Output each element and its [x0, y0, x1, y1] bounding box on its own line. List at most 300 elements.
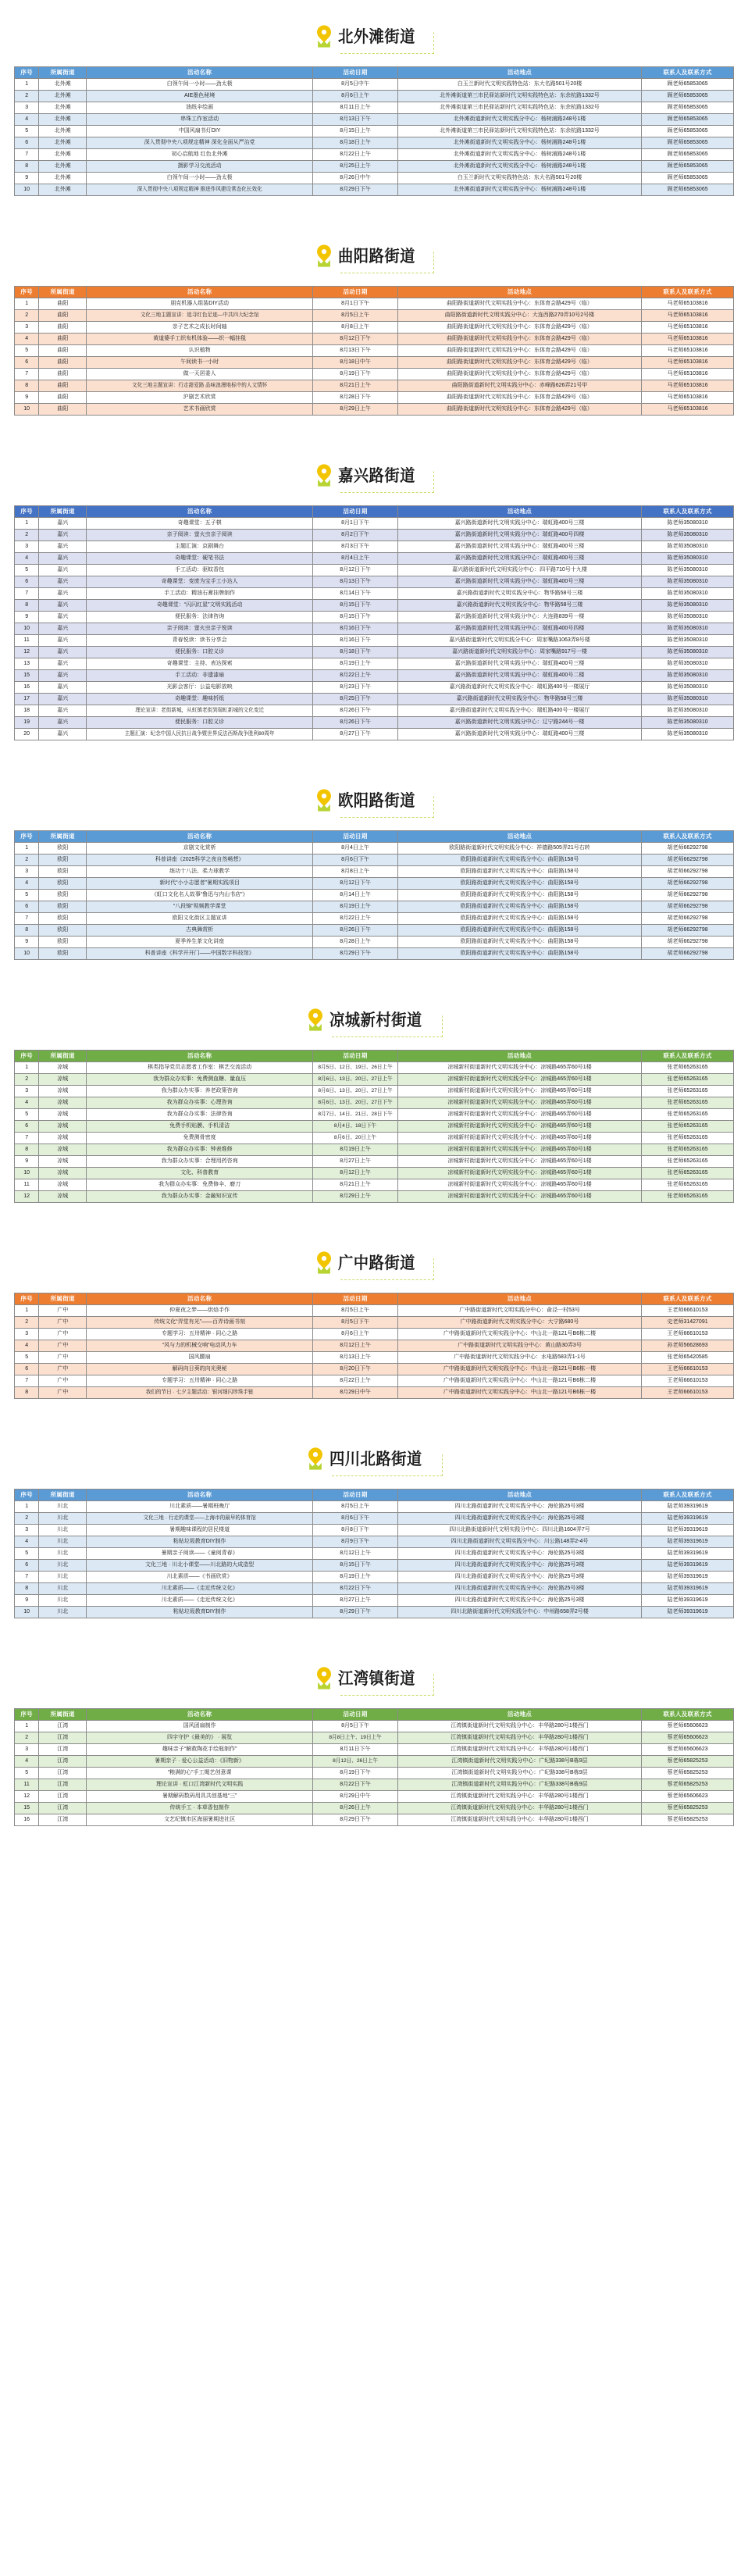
row-activity-name: 仲夏夜之梦——烘焙手作	[87, 1305, 313, 1317]
row-street: 江湾	[39, 1791, 87, 1803]
row-activity-date: 8月29日下午	[313, 1814, 398, 1826]
column-header: 活动地点	[397, 1490, 641, 1501]
row-index: 3	[15, 1329, 39, 1340]
row-activity-name: 深入贯彻中央八项规定精神 推进作风建设常态化长效化	[87, 184, 313, 196]
row-activity-date: 8月22日上午	[313, 1375, 398, 1387]
row-index: 3	[15, 1086, 39, 1097]
row-activity-place: 广中路街道新时代文明实践分中心：俞泾一村53号	[397, 1305, 641, 1317]
row-activity-name: 文化三地主题宣讲：行走甜爱路 品味浪漫地标中的人文情怀	[87, 380, 313, 392]
row-activity-name: 我为群众办实事：法律咨询	[87, 1109, 313, 1121]
row-contact: 王老师66610153	[642, 1329, 734, 1340]
row-activity-place: 欧阳路街道新时代文明实践分中心：曲阳路158号	[397, 925, 641, 937]
row-activity-date: 8月5日上午	[313, 310, 398, 322]
row-contact: 史老师31427091	[642, 1317, 734, 1329]
column-header: 所属街道	[39, 287, 87, 298]
row-activity-place: 凉城新村街道新时代文明实践分中心：凉城路465弄60号1楼	[397, 1133, 641, 1144]
row-activity-place: 嘉兴路街道新时代文明实践分中心：瑞虹路400号三楼	[397, 541, 641, 553]
table-row	[15, 623, 734, 635]
row-activity-date: 8月27日上午	[313, 1156, 398, 1168]
row-activity-name: 新时代“小小志愿者”暑期实践项目	[87, 878, 313, 890]
street-section	[0, 439, 748, 764]
row-activity-place: 凉城新村街道新时代文明实践分中心：凉城路465弄60号1楼	[397, 1168, 641, 1179]
row-street: 嘉兴	[39, 588, 87, 600]
row-street: 嘉兴	[39, 565, 87, 576]
row-activity-name: 《虹口文化名人故事“鲁迅与内山书店”》	[87, 890, 313, 901]
table-row	[15, 670, 734, 682]
row-activity-place: 北外滩街道新时代文明实践分中心：杨树浦路248号1楼	[397, 137, 641, 149]
row-street: 凉城	[39, 1074, 87, 1086]
row-street: 江湾	[39, 1803, 87, 1814]
row-activity-place: 凉城新村街道新时代文明实践分中心：凉城路465弄60号1楼	[397, 1097, 641, 1109]
row-index: 7	[15, 913, 39, 925]
row-activity-date: 8月22日上午	[313, 913, 398, 925]
activity-table	[14, 505, 734, 740]
row-contact: 胡老师66292798	[642, 878, 734, 890]
row-contact: 陆老师39319619	[642, 1513, 734, 1525]
map-pin-icon	[315, 1667, 333, 1690]
row-activity-date: 8月4日上午	[313, 553, 398, 565]
row-activity-date: 8月29日中午	[313, 1387, 398, 1399]
table-row	[15, 1814, 734, 1826]
section-header-inner	[314, 1250, 435, 1280]
row-index: 9	[15, 1156, 39, 1168]
column-header: 序号	[15, 287, 39, 298]
row-contact: 王老师66610153	[642, 1364, 734, 1375]
row-activity-date: 8月1日下午	[313, 518, 398, 530]
row-contact: 张老师65263165	[642, 1179, 734, 1191]
row-activity-date: 8月22日上午	[313, 670, 398, 682]
column-header: 活动名称	[87, 1051, 313, 1062]
table-row	[15, 565, 734, 576]
row-index: 3	[15, 1744, 39, 1756]
row-activity-name: 川北素质——《走近传统文化》	[87, 1595, 313, 1607]
row-activity-name: 我为群众办实事：免费测血糖、量血压	[87, 1074, 313, 1086]
row-street: 凉城	[39, 1168, 87, 1179]
row-street: 北外滩	[39, 114, 87, 126]
table-row	[15, 694, 734, 705]
section-spacer	[0, 1618, 748, 1642]
column-header: 活动日期	[313, 67, 398, 79]
map-pin-icon	[315, 789, 333, 812]
column-header: 联系人及联系方式	[642, 831, 734, 843]
row-contact: 陈老师35080310	[642, 565, 734, 576]
row-street: 广中	[39, 1305, 87, 1317]
row-contact: 蔡老师65606623	[642, 1791, 734, 1803]
table-row	[15, 553, 734, 565]
row-index: 11	[15, 635, 39, 647]
row-activity-date: 8月13日下午	[313, 114, 398, 126]
row-activity-date: 8月3日下午	[313, 541, 398, 553]
row-activity-date: 8月6日、20日上午	[313, 1133, 398, 1144]
row-activity-place: 江湾镇街道新时代文明实践分中心：丰华路280号1楼西门	[397, 1732, 641, 1744]
row-index: 12	[15, 1791, 39, 1803]
table-row	[15, 126, 734, 137]
row-index: 10	[15, 1168, 39, 1179]
row-activity-date: 8月9日下午	[313, 1536, 398, 1548]
row-index: 2	[15, 1317, 39, 1329]
row-index: 8	[15, 380, 39, 392]
row-activity-place: 凉城新村街道新时代文明实践分中心：凉城路465弄60号1楼	[397, 1086, 641, 1097]
row-activity-name: 奇趣课堂：五子棋	[87, 518, 313, 530]
row-activity-name: 我们的节日 · 七夕主题活动：银河细闪珍珠手链	[87, 1387, 313, 1399]
row-activity-name: 暑期解码数码用具共创基地“三”	[87, 1791, 313, 1803]
section-spacer	[0, 416, 748, 439]
section-spacer	[0, 740, 748, 764]
section-header	[0, 439, 748, 505]
row-activity-name: 手工活动：非遗漆扇	[87, 670, 313, 682]
table-row	[15, 1305, 734, 1317]
row-activity-name: 主题汇演：京剧舞台	[87, 541, 313, 553]
row-street: 嘉兴	[39, 694, 87, 705]
row-activity-date: 8月4日上午	[313, 843, 398, 855]
row-activity-place: 曲阳路街道新时代文明实践分中心：大连西路270弄10号2号楼	[397, 310, 641, 322]
table-row	[15, 1536, 734, 1548]
row-activity-date: 8月22日下午	[313, 1779, 398, 1791]
row-street: 嘉兴	[39, 530, 87, 541]
row-activity-name: 艺术书画欣赏	[87, 404, 313, 416]
row-activity-place: 北外滩街道新时代文明实践分中心：杨树浦路248号1楼	[397, 184, 641, 196]
row-index: 7	[15, 1375, 39, 1387]
row-activity-place: 四川北路街道新时代文明实践分中心：海伦路25号3楼	[397, 1501, 641, 1513]
table-row	[15, 1156, 734, 1168]
row-activity-place: 北外滩街道新时代文明实践分中心：杨树浦路248号1楼	[397, 161, 641, 173]
column-header: 序号	[15, 1709, 39, 1721]
section-title: 北外滩街道	[337, 27, 415, 46]
map-pin-icon	[307, 1008, 324, 1032]
row-contact: 顾老师65853065	[642, 149, 734, 161]
row-contact: 陈老师35080310	[642, 518, 734, 530]
row-index: 8	[15, 161, 39, 173]
row-street: 川北	[39, 1525, 87, 1536]
table-row	[15, 1109, 734, 1121]
row-activity-date: 8月6日、13日、20日、27日上午	[313, 1074, 398, 1086]
row-street: 欧阳	[39, 937, 87, 948]
column-header: 活动日期	[313, 831, 398, 843]
row-activity-name: 我为群众办实事：免费修伞、磨刀	[87, 1179, 313, 1191]
row-street: 江湾	[39, 1732, 87, 1744]
column-header: 联系人及联系方式	[642, 1293, 734, 1305]
section-title: 欧阳路街道	[337, 791, 415, 810]
activity-table	[14, 66, 734, 196]
row-activity-date: 8月16日下午	[313, 635, 398, 647]
row-contact: 胡老师66292798	[642, 925, 734, 937]
row-activity-name: 初心启航地 红色北外滩	[87, 149, 313, 161]
row-index: 1	[15, 1501, 39, 1513]
row-activity-place: 江湾镇街道新时代文明实践分中心：丰华路280号1楼西门	[397, 1814, 641, 1826]
column-header: 活动名称	[87, 287, 313, 298]
table-row	[15, 1168, 734, 1179]
row-activity-name: 油纸伞绘画	[87, 102, 313, 114]
row-contact: 陈老师35080310	[642, 541, 734, 553]
row-index: 5	[15, 1768, 39, 1779]
map-pin-icon	[315, 1251, 333, 1275]
column-header: 联系人及联系方式	[642, 506, 734, 518]
row-activity-place: 江湾镇街道新时代文明实践分中心：广纪路338号B栋9层	[397, 1779, 641, 1791]
row-index: 10	[15, 184, 39, 196]
row-index: 11	[15, 1179, 39, 1191]
row-activity-date: 8月14日下午	[313, 588, 398, 600]
row-activity-date: 8月2日下午	[313, 530, 398, 541]
section-header-inner	[314, 787, 435, 818]
row-activity-date: 8月27日上午	[313, 1595, 398, 1607]
column-header: 所属街道	[39, 1490, 87, 1501]
row-street: 川北	[39, 1595, 87, 1607]
row-activity-date: 8月29日上午	[313, 1191, 398, 1203]
table-row	[15, 345, 734, 357]
row-activity-date: 8月18日中午	[313, 357, 398, 369]
row-activity-name: 古典舞赏析	[87, 925, 313, 937]
row-activity-place: 欧阳路街道新时代文明实践分中心：曲阳路158号	[397, 948, 641, 960]
table-row	[15, 1387, 734, 1399]
row-contact: 马老师65103816	[642, 392, 734, 404]
table-row	[15, 1721, 734, 1732]
row-activity-name: 练功十八法、柔力球教学	[87, 866, 313, 878]
row-street: 凉城	[39, 1144, 87, 1156]
row-contact: 顾老师65853065	[642, 173, 734, 184]
table-header-row	[15, 67, 734, 79]
row-activity-name: 免费手机贴膜、手机清洁	[87, 1121, 313, 1133]
column-header: 序号	[15, 1293, 39, 1305]
row-activity-place: 曲阳路街道新时代文明实践分中心：东体育会路429号（临）	[397, 357, 641, 369]
row-index: 4	[15, 1097, 39, 1109]
activity-table	[14, 1489, 734, 1618]
row-activity-place: 欧阳路街道新时代文明实践分中心：曲阳路158号	[397, 878, 641, 890]
row-activity-name: 我为群众办实事：金融知识宣传	[87, 1191, 313, 1203]
row-activity-date: 8月26日上午	[313, 1803, 398, 1814]
table-row	[15, 1121, 734, 1133]
section-spacer	[0, 1399, 748, 1422]
row-street: 凉城	[39, 1156, 87, 1168]
row-index: 18	[15, 705, 39, 717]
column-header: 联系人及联系方式	[642, 67, 734, 79]
row-street: 凉城	[39, 1086, 87, 1097]
table-row	[15, 1744, 734, 1756]
row-contact: 陆老师39319619	[642, 1595, 734, 1607]
row-activity-name: “粮满的心”手工绳艺创意课	[87, 1768, 313, 1779]
table-row	[15, 357, 734, 369]
section-title: 广中路街道	[337, 1254, 415, 1272]
row-activity-date: 8月12日上午	[313, 1340, 398, 1352]
row-activity-date: 8月15日下午	[313, 600, 398, 612]
row-activity-place: 欧阳路街道新时代文明实践分中心：曲阳路158号	[397, 901, 641, 913]
row-street: 嘉兴	[39, 553, 87, 565]
row-contact: 胡老师66292798	[642, 890, 734, 901]
row-activity-date: 8月6日下午	[313, 855, 398, 866]
row-street: 曲阳	[39, 392, 87, 404]
row-activity-place: 四川北路街道新时代文明实践分中心：海伦路25号3楼	[397, 1560, 641, 1572]
table-row	[15, 635, 734, 647]
row-street: 北外滩	[39, 126, 87, 137]
column-header: 活动名称	[87, 1293, 313, 1305]
row-activity-date: 8月18日上午	[313, 137, 398, 149]
table-row	[15, 1364, 734, 1375]
row-activity-name: 科普讲座《科学开开门——中国数字科技馆》	[87, 948, 313, 960]
row-contact: 陈老师35080310	[642, 682, 734, 694]
column-header: 序号	[15, 1490, 39, 1501]
row-contact: 王老师66610153	[642, 1375, 734, 1387]
row-contact: 蔡老师65825253	[642, 1779, 734, 1791]
row-index: 6	[15, 576, 39, 588]
section-spacer	[0, 196, 748, 219]
row-activity-date: 8月29日下午	[313, 1607, 398, 1618]
row-activity-place: 白玉兰新时代文明实践特色站：东大名路501号20楼	[397, 79, 641, 91]
row-activity-date: 8月21日上午	[313, 380, 398, 392]
row-activity-name: “风与力的机械交响”电动风力车	[87, 1340, 313, 1352]
row-activity-date: 8月12日上午	[313, 1548, 398, 1560]
row-activity-date: 8月20日下午	[313, 1364, 398, 1375]
row-activity-name: 欧阳文化街区主题宣讲	[87, 913, 313, 925]
row-activity-name: 文化三地 · 行走的课堂——上海市的最早的体育馆	[87, 1513, 313, 1525]
row-street: 曲阳	[39, 322, 87, 334]
row-street: 曲阳	[39, 380, 87, 392]
row-contact: 陈老师35080310	[642, 670, 734, 682]
row-activity-date: 8月8日下午	[313, 1525, 398, 1536]
row-activity-place: 北外滩街道新时代文明实践分中心：杨树浦路248号1楼	[397, 114, 641, 126]
row-activity-place: 四川北路街道新时代文明实践分中心：四川北路1604弄7号	[397, 1525, 641, 1536]
row-index: 2	[15, 91, 39, 102]
row-activity-place: 嘉兴路街道新时代文明实践分中心：瑞虹路400号三楼	[397, 518, 641, 530]
row-activity-date: 8月7日、14日、21日、28日下午	[313, 1109, 398, 1121]
row-contact: 陆老师39319619	[642, 1501, 734, 1513]
row-street: 欧阳	[39, 890, 87, 901]
row-street: 凉城	[39, 1062, 87, 1074]
column-header: 所属街道	[39, 506, 87, 518]
table-row	[15, 530, 734, 541]
row-contact: 陈老师35080310	[642, 694, 734, 705]
table-row	[15, 1191, 734, 1203]
row-activity-date: 8月19日下午	[313, 1768, 398, 1779]
column-header: 所属街道	[39, 1709, 87, 1721]
row-activity-date: 8月13日下午	[313, 576, 398, 588]
column-header: 活动日期	[313, 506, 398, 518]
row-activity-date: 8月15日上午	[313, 126, 398, 137]
table-row	[15, 298, 734, 310]
row-street: 凉城	[39, 1179, 87, 1191]
row-street: 曲阳	[39, 404, 87, 416]
row-activity-date: 8月5日上午	[313, 1305, 398, 1317]
row-activity-place: 嘉兴路街道新时代文明实践分中心：瑞虹路400号二楼	[397, 670, 641, 682]
row-activity-name: 黄道婆手工织布机体验——织一幅挂毯	[87, 334, 313, 345]
row-street: 欧阳	[39, 866, 87, 878]
row-street: 曲阳	[39, 345, 87, 357]
table-row	[15, 1097, 734, 1109]
row-contact: 马老师65103816	[642, 345, 734, 357]
column-header: 活动地点	[397, 1293, 641, 1305]
row-activity-date: 8月6日上午	[313, 1329, 398, 1340]
section-header	[0, 764, 748, 830]
row-index: 7	[15, 588, 39, 600]
row-activity-place: 欧阳路街道新时代文明实践分中心：曲阳路158号	[397, 855, 641, 866]
row-activity-date: 8月8日上午	[313, 866, 398, 878]
column-header: 活动地点	[397, 287, 641, 298]
table-header-row	[15, 1709, 734, 1721]
row-street: 凉城	[39, 1109, 87, 1121]
table-row	[15, 322, 734, 334]
row-contact: 陈老师35080310	[642, 705, 734, 717]
section-header	[0, 219, 748, 286]
table-container	[0, 505, 748, 740]
row-index: 17	[15, 694, 39, 705]
row-activity-name: 解码向日葵的向光奥秘	[87, 1364, 313, 1375]
section-header	[0, 983, 748, 1050]
table-row	[15, 1525, 734, 1536]
row-contact: 陈老师35080310	[642, 600, 734, 612]
column-header: 活动名称	[87, 506, 313, 518]
column-header: 活动名称	[87, 831, 313, 843]
row-index: 16	[15, 1814, 39, 1826]
row-contact: 马老师65103816	[642, 310, 734, 322]
table-row	[15, 647, 734, 658]
row-activity-date: 8月22日上午	[313, 149, 398, 161]
row-contact: 马老师65103816	[642, 357, 734, 369]
row-activity-name: 奇趣课堂：趣味折纸	[87, 694, 313, 705]
row-index: 8	[15, 1583, 39, 1595]
row-activity-date: 8月5日上午	[313, 1501, 398, 1513]
table-header-row	[15, 1293, 734, 1305]
row-street: 曲阳	[39, 298, 87, 310]
row-activity-date: 8月28日上午	[313, 937, 398, 948]
table-header-row	[15, 287, 734, 298]
row-contact: 陈老师35080310	[642, 717, 734, 729]
row-activity-name: 认识植物	[87, 345, 313, 357]
row-activity-date: 8月16日下午	[313, 623, 398, 635]
row-activity-name: 便民服务：法律咨询	[87, 612, 313, 623]
row-activity-name: 深入贯彻中央八项规定精神 深化全面从严治党	[87, 137, 313, 149]
row-street: 嘉兴	[39, 541, 87, 553]
section-header-inner	[314, 23, 435, 54]
table-row	[15, 1595, 734, 1607]
table-row	[15, 1340, 734, 1352]
row-activity-place: 嘉兴路街道新时代文明实践分中心：瑞虹路400号三楼	[397, 658, 641, 670]
row-index: 7	[15, 149, 39, 161]
section-spacer	[0, 1826, 748, 1850]
row-index: 9	[15, 937, 39, 948]
column-header: 活动日期	[313, 1293, 398, 1305]
row-activity-place: 欧阳路街道新时代文明实践分中心：祥德路505弄21号右转	[397, 843, 641, 855]
row-activity-place: 凉城新村街道新时代文明实践分中心：凉城路465弄60号1楼	[397, 1121, 641, 1133]
row-index: 1	[15, 298, 39, 310]
section-title: 江湾镇街道	[337, 1669, 415, 1688]
row-activity-name: 亲子阅读：萤火虫亲子悦读	[87, 623, 313, 635]
row-contact: 陈老师35080310	[642, 623, 734, 635]
row-street: 嘉兴	[39, 658, 87, 670]
row-contact: 王老师66610153	[642, 1387, 734, 1399]
row-activity-name: 文化、科普教育	[87, 1168, 313, 1179]
row-activity-date: 8月6日上午	[313, 91, 398, 102]
row-index: 10	[15, 404, 39, 416]
row-street: 曲阳	[39, 334, 87, 345]
row-activity-name: “八段锦”视频教学课堂	[87, 901, 313, 913]
row-street: 北外滩	[39, 149, 87, 161]
map-pin-icon	[307, 1447, 324, 1471]
row-contact: 陈老师35080310	[642, 553, 734, 565]
row-activity-place: 四川北路街道新时代文明实践分中心：海伦路25号3楼	[397, 1583, 641, 1595]
column-header: 序号	[15, 831, 39, 843]
row-activity-date: 8月12日下午	[313, 878, 398, 890]
row-activity-place: 江湾镇街道新时代文明实践分中心：广纪路338号B栋9层	[397, 1756, 641, 1768]
row-contact: 马老师65103816	[642, 380, 734, 392]
row-contact: 顾老师65853065	[642, 184, 734, 196]
row-contact: 张老师65263165	[642, 1097, 734, 1109]
row-activity-date: 8月25日上午	[313, 161, 398, 173]
row-activity-name: 粘贴垃圾教育DIY制作	[87, 1607, 313, 1618]
row-index: 13	[15, 658, 39, 670]
row-street: 江湾	[39, 1768, 87, 1779]
row-contact: 顾老师65853065	[642, 102, 734, 114]
table-row	[15, 705, 734, 717]
row-street: 嘉兴	[39, 623, 87, 635]
row-index: 20	[15, 729, 39, 740]
